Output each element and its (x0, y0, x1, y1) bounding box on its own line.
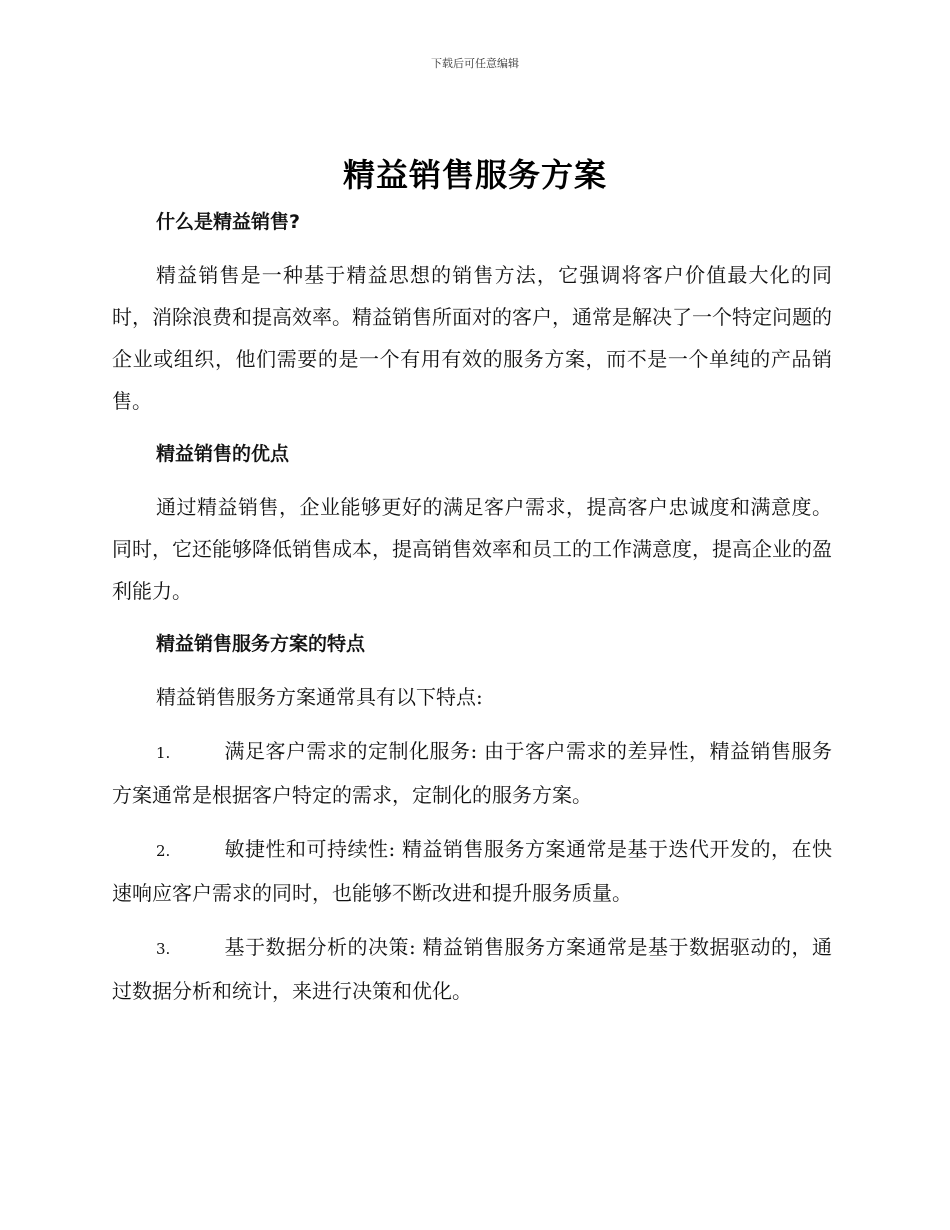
list-text: 满足客户需求的定制化服务: 由于客户需求的差异性，精益销售服务方案通常是根据客户特定的需求，定制化的服务方案。 (112, 739, 832, 807)
list-number: 3. (156, 940, 171, 958)
list-item (112, 926, 832, 1012)
header-note: 下载后可任意编辑 (431, 57, 519, 70)
section-paragraph: 精益销售服务方案通常具有以下特点: (156, 685, 483, 709)
list-item (112, 828, 832, 914)
list-text: 敏捷性和可持续性: 精益销售服务方案通常是基于迭代开发的，在快速响应客户需求的同时，也能够不断改进和提升服务质量。 (112, 837, 832, 905)
section-heading: 精益销售服务方案的特点 (156, 633, 366, 655)
list-number: 1. (156, 744, 171, 762)
section-heading: 精益销售的优点 (156, 443, 290, 465)
section-heading: 什么是精益销售? (156, 211, 301, 233)
document-title: 精益销售服务方案 (342, 156, 607, 194)
list-text: 基于数据分析的决策: 精益销售服务方案通常是基于数据驱动的，通过数据分析和统计，来进行决策和优化。 (112, 935, 832, 1003)
section-paragraph: 通过精益销售，企业能够更好的满足客户需求，提高客户忠诚度和满意度。同时，它还能够降低销售成本，提高销售效率和员工的工作满意度，提高企业的盈利能力。 (112, 495, 832, 603)
section-paragraph: 精益销售是一种基于精益思想的销售方法，它强调将客户价值最大化的同时，消除浪费和提高效率。精益销售所面对的客户，通常是解决了一个特定问题的企业或组织，他们需要的是一个有用有效的服务方案，而不是一个单纯的产品销售。 (112, 263, 832, 413)
list-number: 2. (156, 842, 171, 860)
document-body (112, 202, 832, 1012)
list-item (112, 730, 832, 816)
